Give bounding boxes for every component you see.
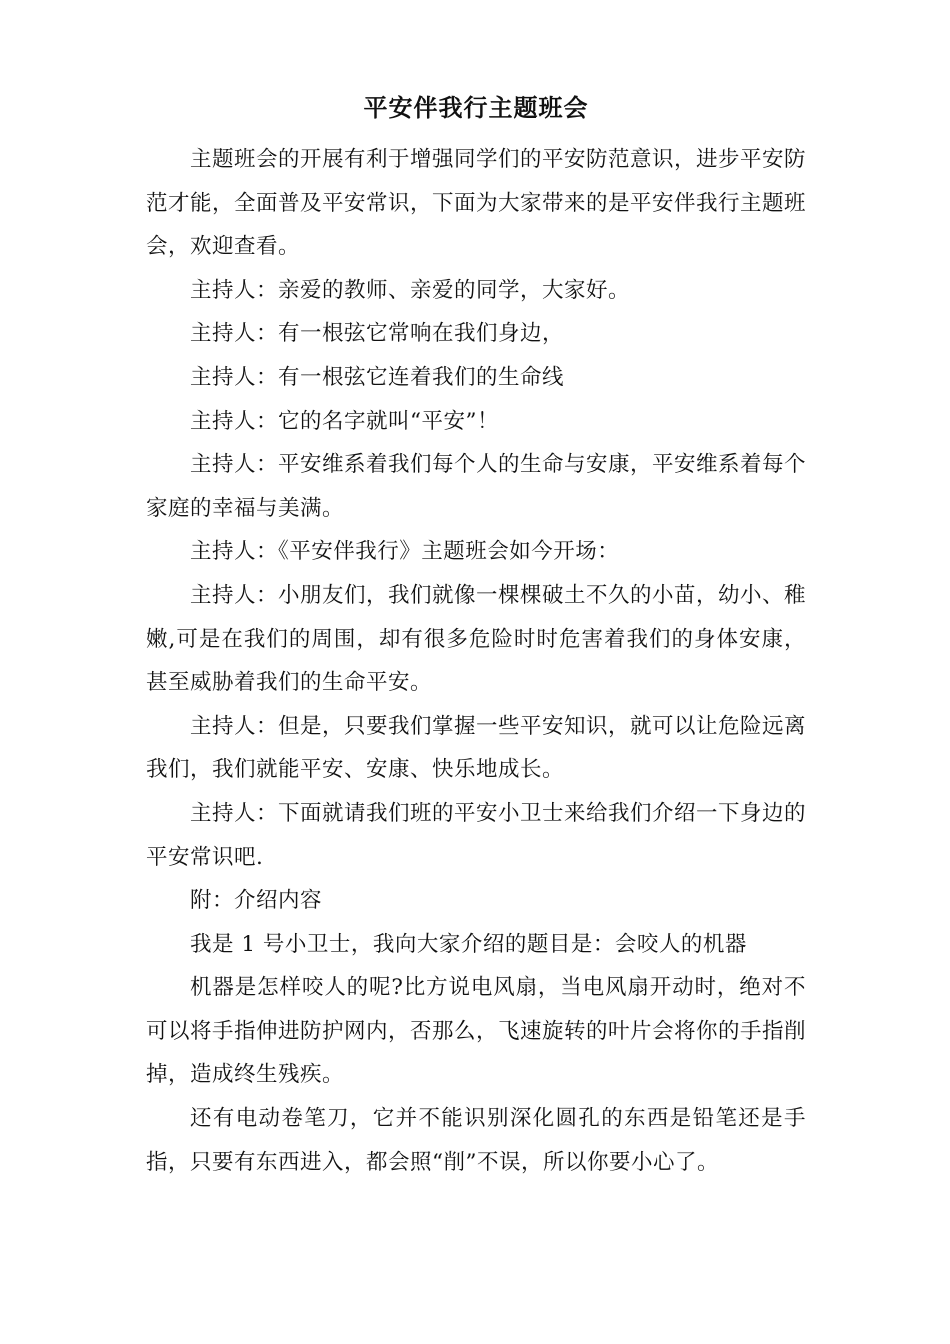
paragraph-string-1: 主持人：有一根弦它常响在我们身边， [190,321,565,347]
paragraph-guard-intro: 主持人：下面就请我们班的平安小卫士来给我们介绍一下身边的平安常识吧. [146,800,807,870]
paragraph-knowledge: 主持人：但是，只要我们掌握一些平安知识，就可以让危险远离我们，我们就能平安、安康、快乐地成长。 [146,713,807,783]
paragraph-appendix-label: 附：介绍内容 [190,888,323,914]
paragraph-safety-meaning: 主持人：平安维系着我们每个人的生命与安康，平安维系着每个家庭的幸福与美满。 [146,452,807,521]
paragraph-guard-topic: 我是 1 号小卫士，我向大家介绍的题目是：会咬人的机器 [190,931,747,957]
paragraph-dangers: 主持人：小朋友们，我们就像一棵棵破土不久的小苗，幼小、稚嫩,可是在我们的周围，却有很多危险时时危害着我们的身体安康，甚至威胁着我们的生命平安。 [146,582,807,696]
paragraph-string-2: 主持人：有一根弦它连着我们的生命线 [190,364,565,390]
paragraph-sharpener: 还有电动卷笔刀，它并不能识别深化圆孔的东西是铅笔还是手指，只要有东西进入，都会照“削”不误，所以你要小心了。 [146,1106,806,1175]
paragraph-intro: 主题班会的开展有利于增强同学们的平安防范意识，进步平安防范才能，全面普及平安常识，下面为大家带来的是平安伴我行主题班会，欢迎查看。 [146,147,807,260]
document-page [146,88,806,1184]
paragraph-fan: 机器是怎样咬人的呢?比方说电风扇，当电风扇开动时，绝对不可以将手指伸进防护网内，否那么，飞速旋转的叶片会将你的手指削掉，造成终生残疾。 [146,975,807,1088]
paragraph-opening: 主持人：《平安伴我行》主题班会如今开场： [190,539,620,565]
document-title: 平安伴我行主题班会 [363,93,589,122]
paragraph-greeting: 主持人：亲爱的教师、亲爱的同学，大家好。 [190,277,631,303]
paragraph-name: 主持人：它的名字就叫“平安”！ [190,408,499,434]
